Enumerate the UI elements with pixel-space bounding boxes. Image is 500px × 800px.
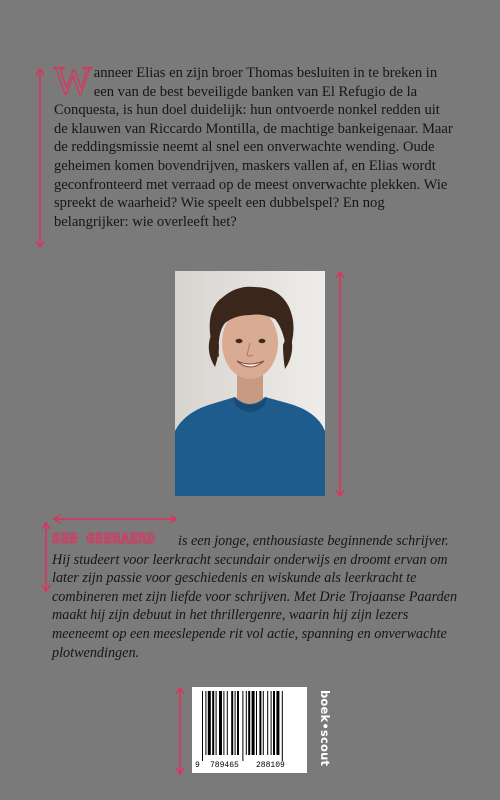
barcode-group-right: 288109: [256, 761, 285, 770]
photo-height-arrow: [334, 270, 346, 498]
blurb-text: anneer Elias en zijn broer Thomas besluiten in te breken in een van de best beveiligde banken van El Refugio de la Conquesta, is hun doel duidelijk: hun ontvoerde nonkel redden uit de klauwen van Riccardo Montilla, de machtige bankeigenaar. Maar de reddingsmissie neemt al snel een onverwachte wending. Oude geheimen komen bovendrijven, maskers vallen af, en Elias wordt geconfronteerd met verraad op de meest onverwachte plekken. Wie spreekt de waarheid? Wie speelt een dubbelspel? En nog belangrijker: wie overleeft het?: [54, 65, 453, 230]
drop-cap-letter: W: [54, 58, 92, 103]
author-name-width-arrow: [52, 513, 178, 525]
author-name: SEB GEERAERD: [52, 531, 156, 547]
publisher-logo-text: boek•scout: [318, 690, 332, 767]
author-photo: [175, 271, 325, 496]
publisher-logo: [318, 690, 334, 770]
bio-height-arrow: [40, 521, 52, 593]
barcode-height-arrow: [174, 686, 186, 776]
barcode-group-left: 789465: [210, 761, 239, 770]
back-cover-blurb: [54, 58, 454, 231]
barcode-lead-digit: 9: [195, 761, 200, 770]
blurb-height-arrow: [34, 67, 46, 249]
author-bio: is een jonge, enthousiaste beginnende schrijver. Hij studeert voor leerkracht secundair onderwijs en droomt ervan om later zijn passie voor geschiedenis en wiskunde als leerkracht te combineren met zijn liefde voor schrijven. Met Drie Trojaanse Paarden maakt hij zijn debuut in het thrillergenre, waarin hij zijn lezers meeneemt op een meeslepende rit vol actie, spanning en onverwachte plotwendingen.: [52, 533, 458, 661]
isbn-barcode: [192, 687, 307, 773]
